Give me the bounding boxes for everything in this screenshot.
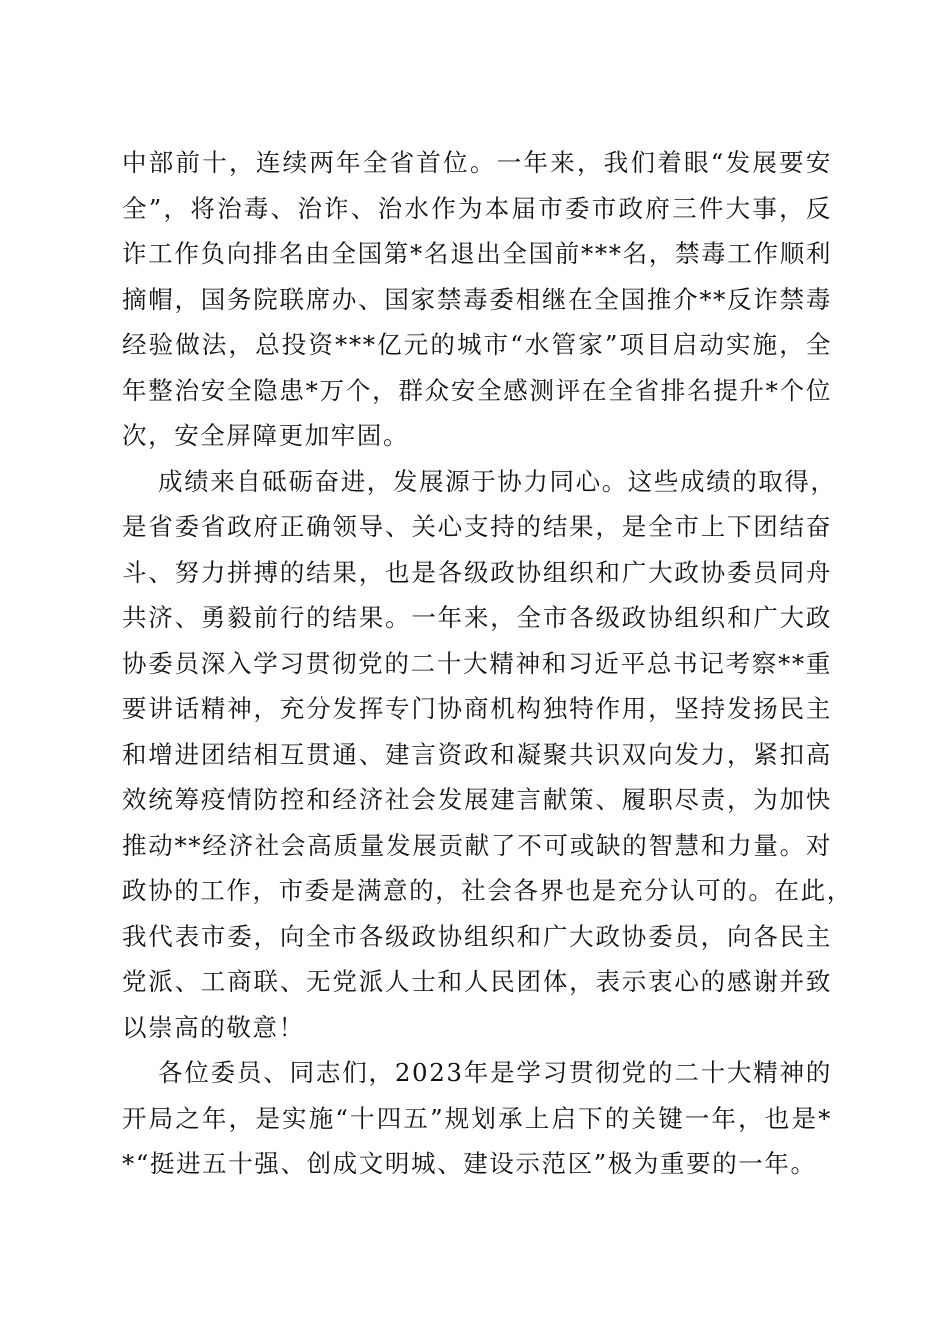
text-line: 开局之年，是实施“十四五”规划承上启下的关键一年，也是* — [122, 1103, 832, 1133]
text-line: 推动**经济社会高质量发展贡献了不可或缺的智慧和力量。对 — [122, 830, 832, 860]
text-line: 中部前十，连续两年全省首位。一年来，我们着眼“发展要安 — [122, 148, 832, 177]
text-line: 经验做法，总投资***亿元的城市“水管家”项目启动实施，全 — [122, 330, 832, 359]
text-line: 各位委员、同志们，2023年是学习贯彻党的二十大精神的 — [158, 1058, 832, 1087]
text-line: *“挺进五十强、创成文明城、建设示范区”极为重要的一年。 — [122, 1149, 817, 1178]
text-line: 全”，将治毒、治诈、治水作为本届市委市政府三件大事，反 — [122, 193, 832, 223]
text-line: 以崇高的敬意！ — [122, 1012, 305, 1042]
text-line: 政协的工作，市委是满意的，社会各界也是充分认可的。在此， — [122, 876, 853, 905]
text-line: 摘帽，国务院联席办、国家禁毒委相继在全国推介**反诈禁毒 — [122, 284, 832, 314]
text-line: 次，安全屏障更加牢固。 — [122, 421, 410, 450]
body-text — [122, 140, 853, 1187]
text-line: 效统筹疫情防控和经济社会发展建言献策、履职尽责，为加快 — [122, 785, 832, 814]
text-line: 和增进团结相互贯通、建言资政和凝聚共识双向发力，紧扣高 — [122, 739, 832, 769]
text-line: 要讲话精神，充分发挥专门协商机构独特作用，坚持发扬民主 — [122, 694, 832, 723]
text-line: 诈工作负向排名由全国第*名退出全国前***名，禁毒工作顺利 — [122, 239, 832, 268]
text-line: 年整治安全隐患*万个，群众安全感测评在全省排名提升*个位 — [122, 375, 832, 405]
text-line: 协委员深入学习贯彻党的二十大精神和习近平总书记考察**重 — [122, 648, 833, 678]
text-line: 是省委省政府正确领导、关心支持的结果，是全市上下团结奋 — [122, 512, 832, 541]
text-line: 共济、勇毅前行的结果。一年来，全市各级政协组织和广大政 — [122, 603, 832, 632]
text-line: 斗、努力拼搏的结果，也是各级政协组织和广大政协委员同舟 — [122, 557, 832, 587]
text-line: 成绩来自砥砺奋进，发展源于协力同心。这些成绩的取得， — [158, 466, 837, 496]
text-line: 我代表市委，向全市各级政协组织和广大政协委员，向各民主 — [122, 921, 832, 951]
text-line: 党派、工商联、无党派人士和人民团体，表示衷心的感谢并致 — [122, 967, 832, 996]
